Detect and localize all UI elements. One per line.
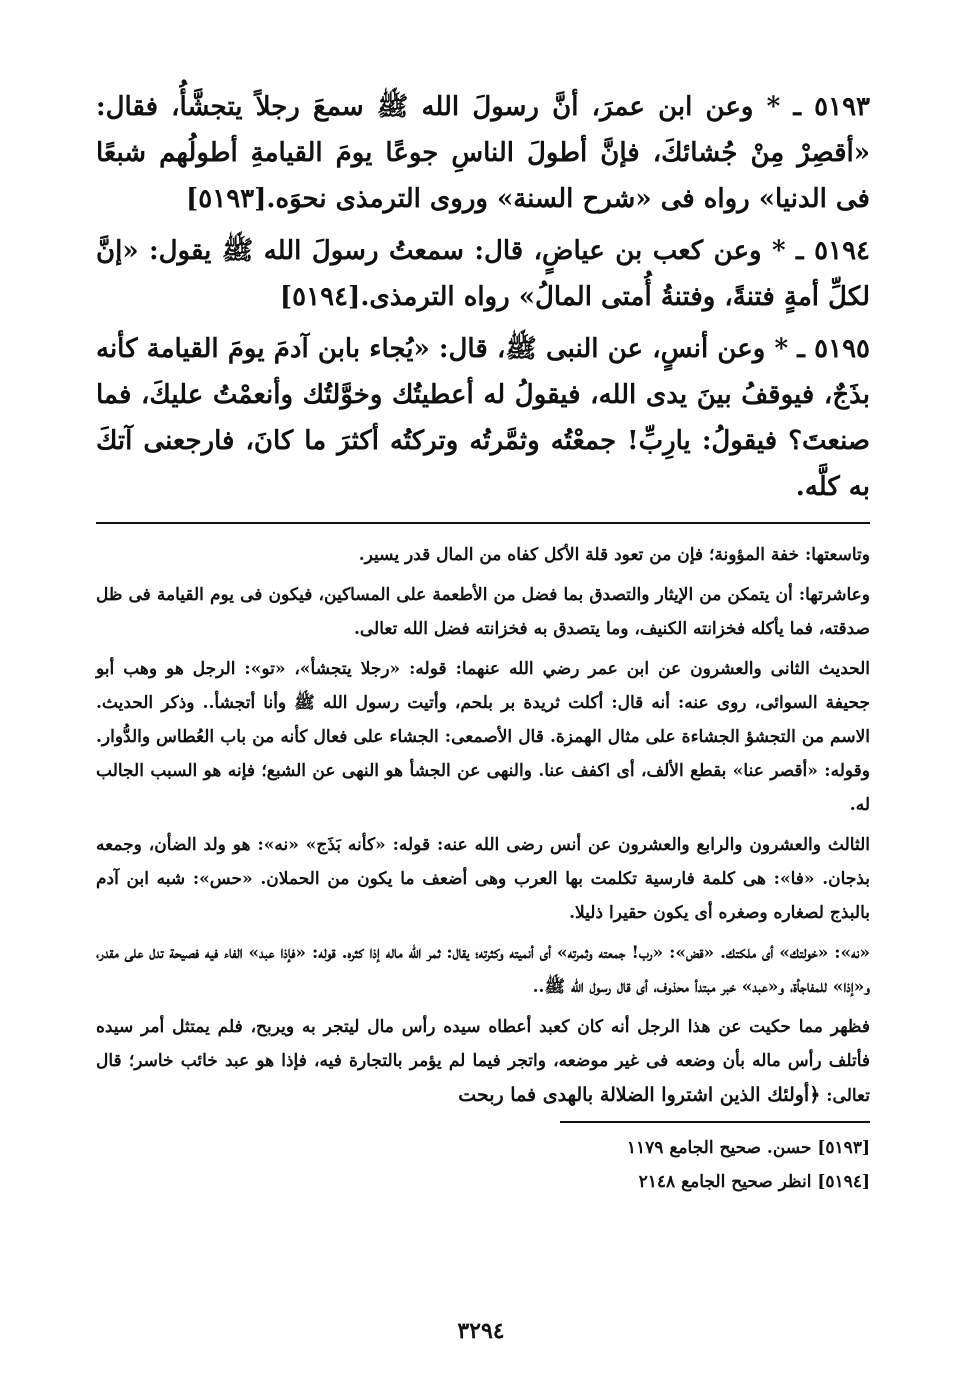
page-body [96,84,870,1199]
commentary-paragraph-definitions: «نه»: «خولتك» أى ملكتك. «قض»: «رب! جمعته وثمرته» أى أنميته وكثرته؛ يقال: ثمر الله ماله إذا كثره. قوله: «فإذا عبد» الفاء فيه فصيحة تدل على مقدر، و«إذا» للمفاجأة، و«عبد» خبر مبتدأ محذوف، أى قال رسول الله ﷺ.. [96,943,870,997]
footnote-5193: [٥١٩٣] حسن. صحيح الجامع ١١٧٩ [626,1138,870,1158]
section-divider [96,522,870,524]
commentary-paragraph-conclusion [96,1010,870,1113]
commentary-paragraph-hadith-23-24: الثالث والعشرون والرابع والعشرون عن أنس رضى الله عنه: قوله: «كأنه بَذَج» «نه»: هو ولد الضأن، وجمعه بذجان. «فا»: هى كلمة فارسية تكلمت بها العرب وهى أضعف ما يكون من الحملان. «حس»: شبه ابن آدم بالبذج لصغاره وصغره أى يكون حقيرا ذليلا. [96,835,870,923]
hadith-5193: ٥١٩٣ ـ * وعن ابن عمرَ، أنَّ رسولَ الله ﷺ سمعَ رجلاً يتجشَّأُ، فقال: «أقصِرْ مِنْ جُشائكَ، فإنَّ أطولَ الناسِ جوعًا يومَ القيامةِ أطولُهم شبعًا فى الدنيا» رواه فى «شرح السنة» وروى الترمذى نحوَه.[٥١٩٣] [96,92,870,214]
hadith-5195: ٥١٩٥ ـ * وعن أنسٍ، عن النبى ﷺ، قال: «يُجاء بابن آدمَ يومَ القيامة كأنه بذَجٌ، فيوقفُ بينَ يدى الله، فيقولُ له أعطيتُك وخوَّلتُك وأنعمْتُ عليكَ، فما صنعتَ؟ فيقولُ: يارِبِّ! جمعْتُه وثمَّرتُه وتركتُه أكثرَ ما كانَ، فارجعنى آتكَ به كلَّه. [96,334,870,502]
hadith-5194: ٥١٩٤ ـ * وعن كعب بن عياضٍ، قال: سمعتُ رسولَ الله ﷺ يقول: «إنَّ لكلِّ أمةٍ فتنةً، وفتنةُ أُمتى المالُ» رواه الترمذى.[٥١٩٤] [96,236,870,312]
commentary-paragraph-tenth: وعاشرتها: أن يتمكن من الإيثار والتصدق بما فضل من الأطعمة على المساكين، فيكون فى يوم القيامة فى ظل صدقته، فما يأكله فخزانته الكنيف، وما يتصدق به فخزانته فضل الله تعالى. [96,585,870,639]
footnote-5194: [٥١٩٤] انظر صحيح الجامع ٢١٤٨ [638,1172,870,1192]
hadith-section [96,84,870,510]
conclusion-text: فظهر مما حكيت عن هذا الرجل أنه كان كعبد أعطاه سيده رأس مال ليتجر به ويربح، فلم يمتثل أمر سيده فأتلف رأس ماله بأن وضعه فى غير موضعه، واتجر فيما لم يؤمر بالتجارة فيه، فإذا هو عبد خائب خاسر؛ قال تعالى: [96,1017,870,1106]
commentary-paragraph-hadith-22: الحديث الثانى والعشرون عن ابن عمر رضي الله عنهما: قوله: «رجلا يتجشأ»، «تو»: الرجل هو وهب أبو جحيفة السوائى، روى عنه: أنه قال: أكلت ثريدة بر بلحم، وأتيت رسول الله ﷺ وأنا أتجشأ.. وذكر الحديث. الاسم من التجشؤ الجشاءة على مثال الهمزة. قال الأصمعى: الجشاء على فعال كأنه من باب العُطاس والدُّوار. وقوله: «أقصر عنا» بقطع الألف، أى اكفف عنا. والنهى عن الجشأ هو النهى عن الشبع؛ فإنه هو السبب الجالب له. [96,659,870,815]
page-number: ٣٢٩٤ [457,1318,505,1344]
commentary-section [96,538,870,1113]
commentary-paragraph-ninth: وتاسعتها: خفة المؤونة؛ فإن من تعود قلة الأكل كفاه من المال قدر يسير. [358,545,870,565]
quran-excerpt: ﴿أولئك الذين اشتروا الضلالة بالهدى فما ربحت [458,1084,821,1106]
footnotes [560,1121,870,1199]
